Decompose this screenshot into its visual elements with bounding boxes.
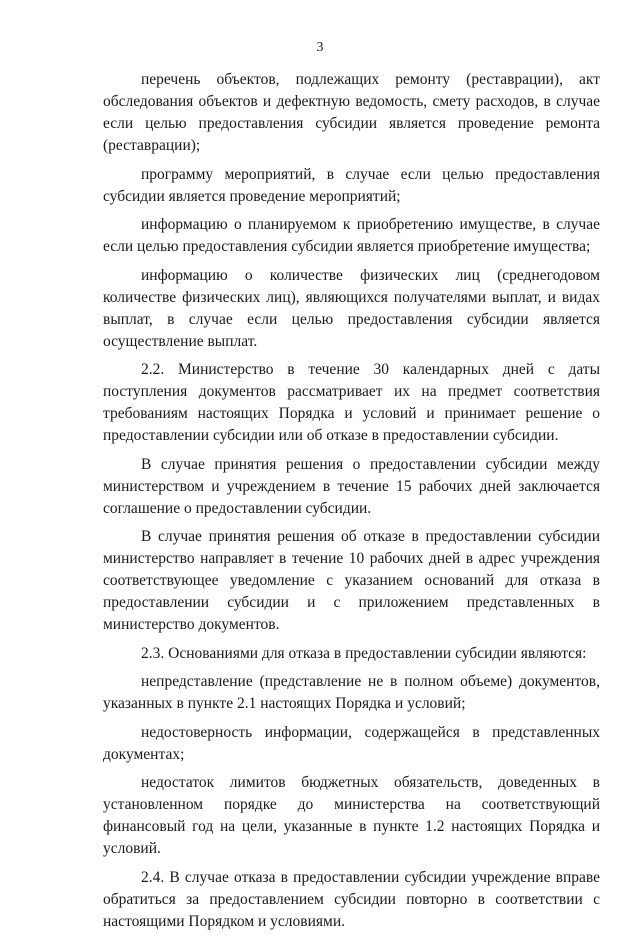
paragraph: 2.4. В случае отказа в предоставлении субсидии учреждение вправе обратиться за предоставлением субсидии повторно в соответствии с настоящими Порядком и условиями.: [103, 868, 600, 930]
paragraph: В случае принятия решения о предоставлении субсидии между министерством и учреждением в течение 15 рабочих дней заключается соглашение о предоставлении субсидии.: [103, 455, 600, 517]
paragraph: перечень объектов, подлежащих ремонту (реставрации), акт обследования объектов и дефектную ведомость, смету расходов, в случае если целью предоставления субсидии является проведение ремонта (реставрации);: [103, 71, 600, 154]
paragraph: информацию о количестве физических лиц (среднегодовом количестве физических лиц), являющихся получателями выплат, и видах выплат, в случае если целью предоставления субсидии является осуществление выплат.: [103, 266, 600, 350]
paragraph: непредставление (представление не в полном объеме) документов, указанных в пункте 2.1 настоящих Порядка и условий;: [103, 673, 600, 712]
paragraph: 2.3. Основаниями для отказа в предоставлении субсидии являются:: [141, 644, 587, 662]
paragraph: В случае принятия решения об отказе в предоставлении субсидии министерство направляет в течение 10 рабочих дней в адрес учреждения соответствующее уведомление с указанием оснований для отказа в предоставлении субсидии и с приложением представленных в министерство документов.: [103, 528, 600, 633]
paragraph: недостоверность информации, содержащейся в представленных документах;: [103, 723, 600, 763]
paragraph: недостаток лимитов бюджетных обязательств, доведенных в установленном порядке до министерства на соответствующий финансовый год на цели, указанные в пункте 1.2 настоящих Порядка и условий.: [103, 774, 600, 857]
paragraph: информацию о планируемом к приобретению имуществе, в случае если целью предоставления субсидии является приобретение имущества;: [103, 216, 600, 255]
page-number: 3: [316, 40, 324, 55]
paragraph: 2.2. Министерство в течение 30 календарных дней с даты поступления документов рассматривает их на предмет соответствия требованиям настоящих Порядка и условий и принимает решение о предоставлении субсидии или об отказе в предоставлении субсидии.: [103, 361, 600, 444]
paragraph: программу мероприятий, в случае если целью предоставления субсидии является проведение мероприятий;: [103, 165, 600, 205]
document-body: [103, 69, 600, 939]
